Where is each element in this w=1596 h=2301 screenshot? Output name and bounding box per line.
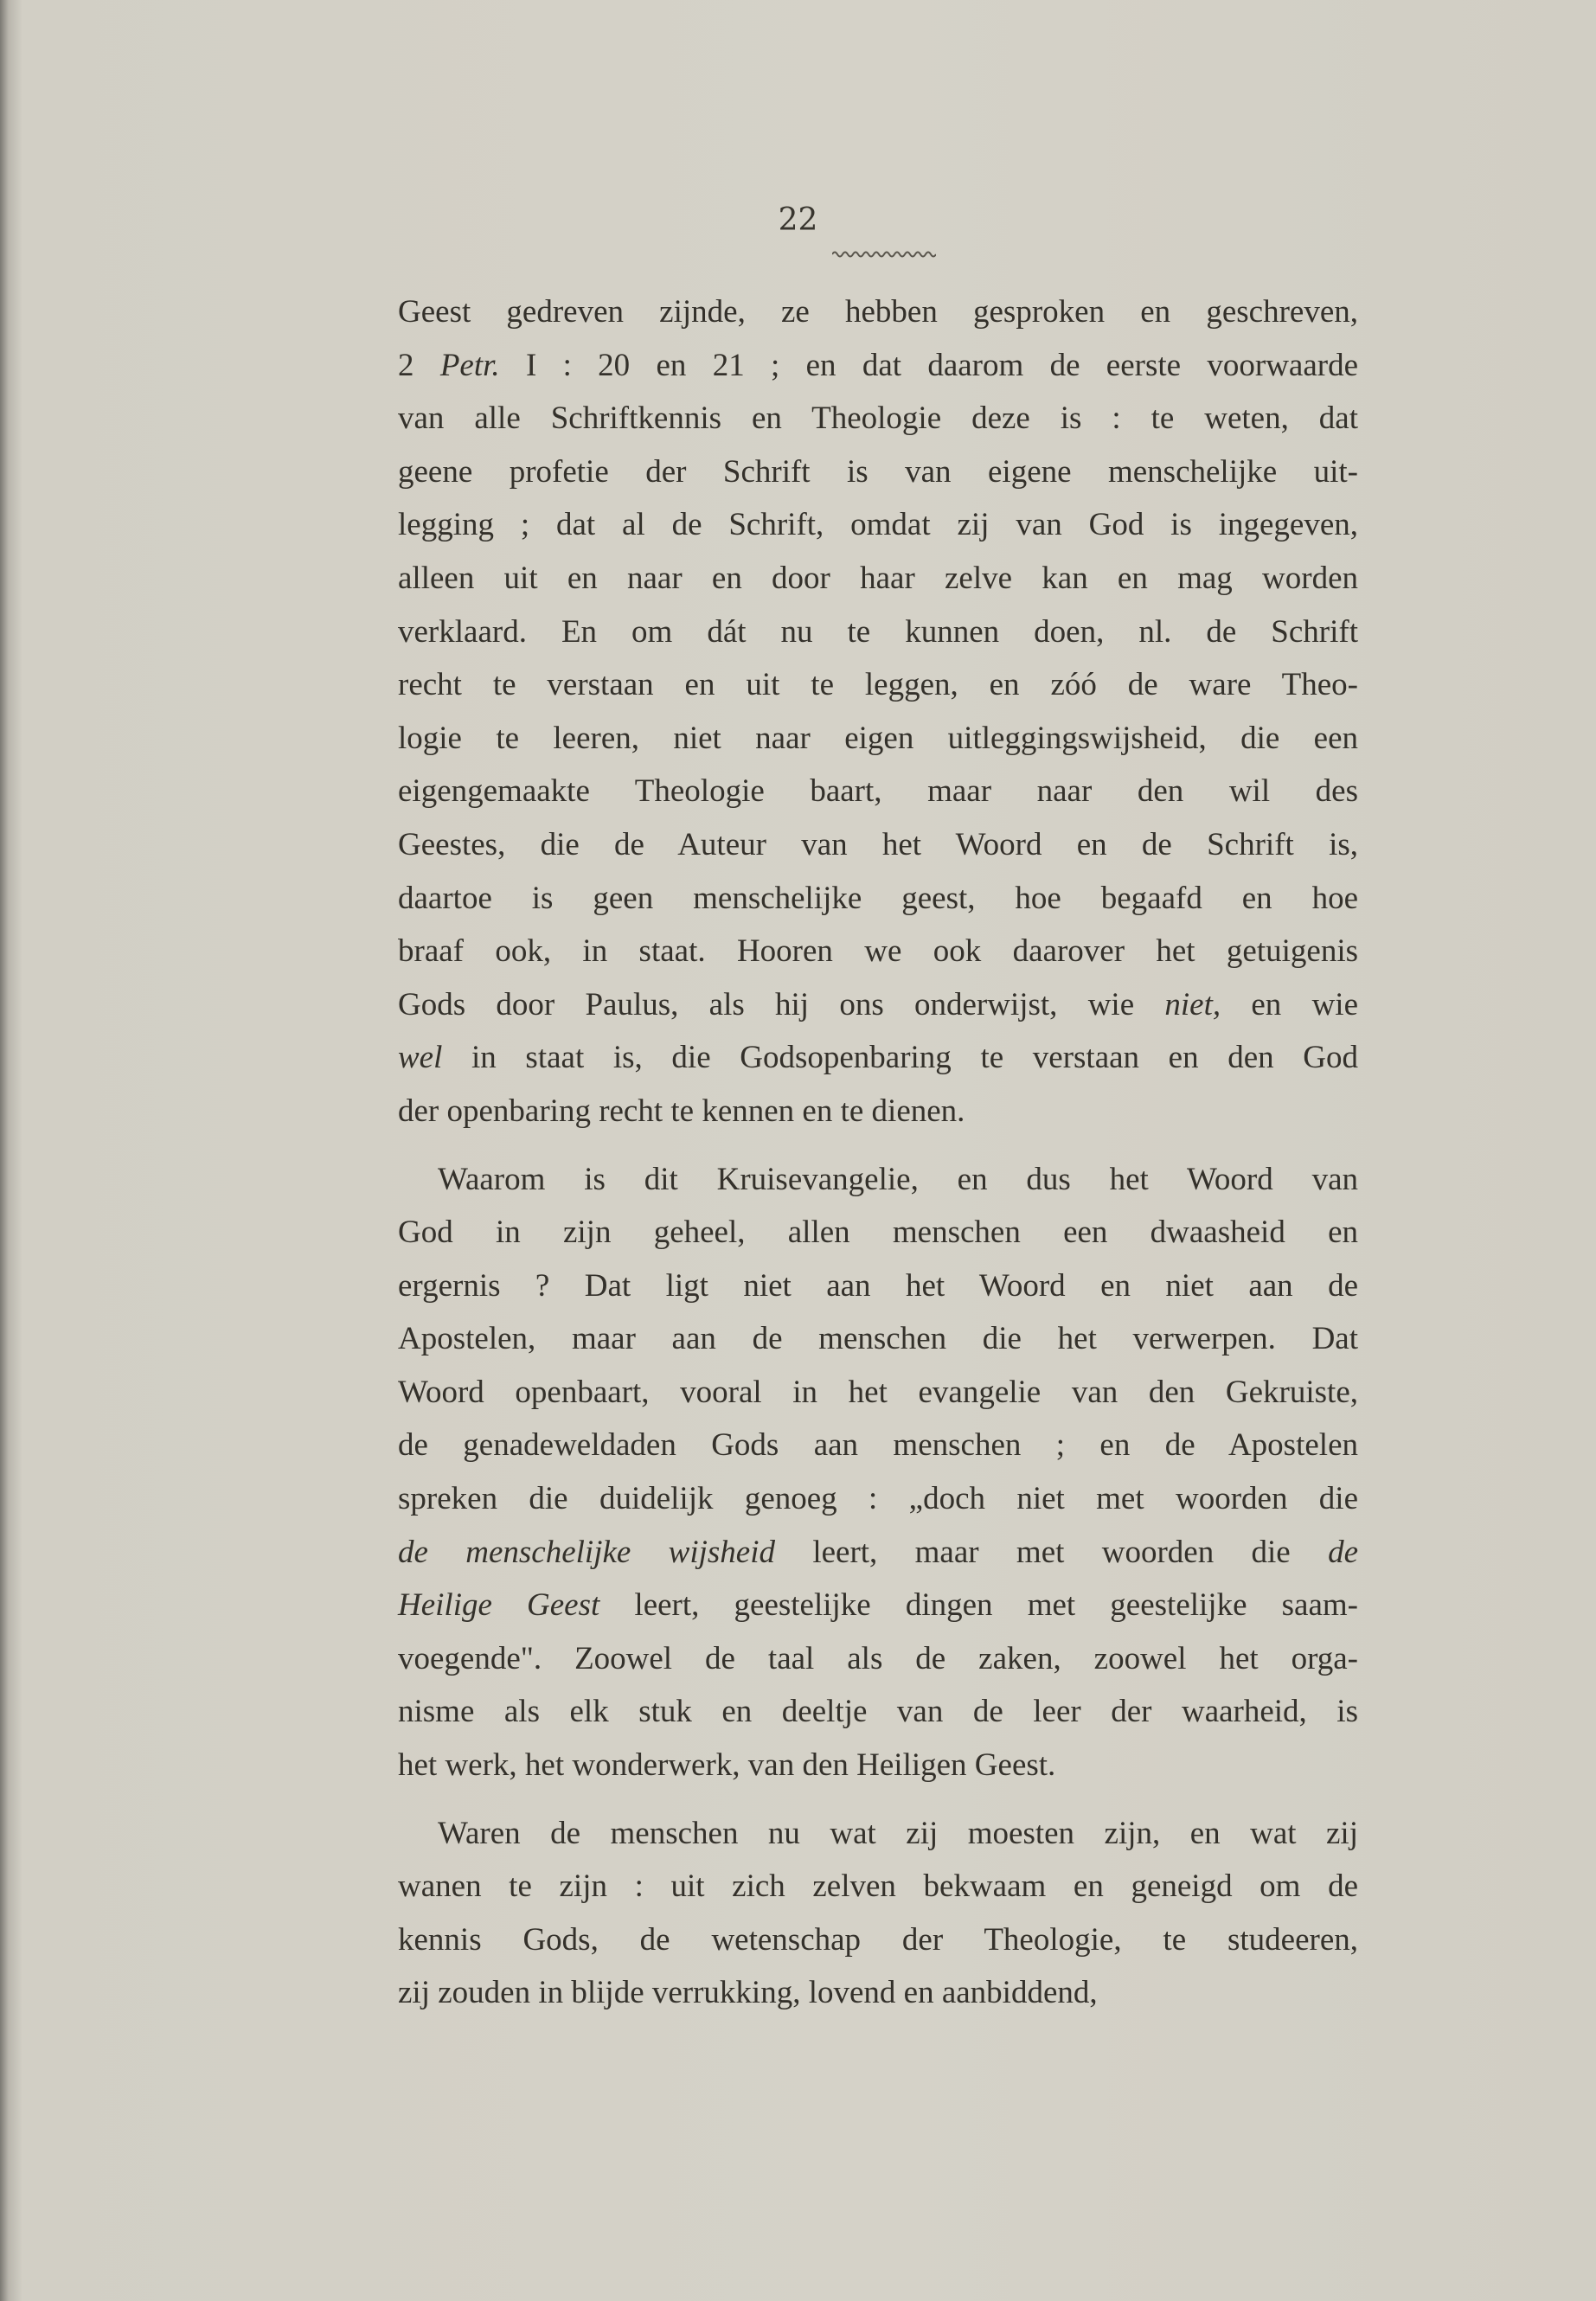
text-run: leert, geestelijke dingen met geestelijke saam- <box>599 1587 1358 1624</box>
text-line <box>398 1913 1358 1967</box>
text-run: Waarom is dit Kruisevangelie, en dus het Woord van <box>438 1161 1358 1197</box>
text-run: en wie <box>1221 986 1358 1022</box>
italic-text-run: Heilige Geest <box>398 1587 600 1624</box>
text-run: spreken die duidelijk genoeg : „doch niet met woorden die <box>398 1481 1358 1517</box>
text-run: alleen uit en naar en door haar zelve kan en mag worden <box>398 560 1358 596</box>
text-line <box>398 1966 1358 2020</box>
text-line <box>398 1526 1358 1580</box>
paragraph <box>398 1807 1358 2020</box>
paragraph-gap <box>398 1792 1358 1807</box>
text-run: Apostelen, maar aan de menschen die het verwerpen. Dat <box>398 1321 1358 1357</box>
text-line <box>398 1312 1358 1366</box>
text-run: de genadeweldaden Gods aan menschen ; en de Apostelen <box>398 1427 1358 1464</box>
text-run: braaf ook, in staat. Hooren we ook daarover het getuigenis <box>398 933 1358 970</box>
text-line <box>398 1085 1358 1138</box>
text-line <box>398 606 1358 659</box>
italic-text-run: de menschelijke wijsheid <box>398 1534 775 1570</box>
italic-text-run: Petr. <box>439 347 500 383</box>
body-text <box>398 285 1358 2020</box>
text-run: van alle Schriftkennis en Theologie deze is : te weten, dat <box>398 401 1358 437</box>
text-line <box>398 1860 1358 1913</box>
paragraph <box>398 285 1358 1138</box>
text-line <box>398 1153 1358 1207</box>
text-run: het werk, het wonderwerk, van den Heiligen Geest. <box>398 1747 1056 1784</box>
text-run: der openbaring recht te kennen en te dienen. <box>398 1093 965 1129</box>
text-line <box>398 765 1358 818</box>
text-run: kennis Gods, de wetenschap der Theologie, te studeeren, <box>398 1921 1358 1958</box>
italic-text-run: de <box>1328 1534 1358 1570</box>
page-number: 22 <box>778 202 818 238</box>
text-run: Geestes, die de Auteur van het Woord en de Schrift is, <box>398 826 1358 862</box>
text-run: recht te verstaan en uit te leggen, en zóó de ware Theo- <box>398 667 1358 703</box>
text-line <box>398 552 1358 606</box>
text-run: Gods door Paulus, als hij ons onderwijst, wie <box>398 986 1165 1022</box>
text-run: ergernis ? Dat ligt niet aan het Woord en niet aan de <box>398 1267 1358 1304</box>
text-line <box>398 1685 1358 1739</box>
text-line <box>398 285 1358 339</box>
page-number-ornament <box>832 249 936 260</box>
text-run: daartoe is geen menschelijke geest, hoe begaafd en hoe <box>398 880 1358 916</box>
text-line <box>398 1807 1358 1861</box>
italic-text-run: wel <box>398 1040 443 1076</box>
text-run: legging ; dat al de Schrift, omdat zij van God is ingegeven, <box>398 507 1358 543</box>
text-line <box>398 658 1358 712</box>
text-line <box>398 872 1358 926</box>
text-run: zij zouden in blijde verrukking, lovend en aanbiddend, <box>398 1975 1098 2011</box>
text-run: leert, maar met woorden die <box>775 1534 1329 1570</box>
text-run: logie te leeren, niet naar eigen uitleggingswijsheid, die een <box>398 720 1358 756</box>
italic-text-run: niet, <box>1164 986 1221 1022</box>
text-run: voegende". Zoowel de taal als de zaken, zoowel het orga- <box>398 1640 1358 1676</box>
text-line <box>398 978 1358 1032</box>
text-run: in staat is, die Godsopenbaring te verstaan en den God <box>442 1040 1358 1076</box>
text-line <box>398 339 1358 393</box>
text-line <box>398 1739 1358 1792</box>
text-run: God in zijn geheel, allen menschen een dwaasheid en <box>398 1215 1358 1251</box>
text-run: geene profetie der Schrift is van eigene menschelijke uit- <box>398 453 1358 490</box>
paragraph <box>398 1153 1358 1792</box>
text-line <box>398 1259 1358 1313</box>
text-line <box>398 1419 1358 1472</box>
text-run: verklaard. En om dát nu te kunnen doen, nl. de Schrift <box>398 613 1358 650</box>
text-run: eigengemaakte Theologie baart, maar naar den wil des <box>398 773 1358 810</box>
text-line <box>398 392 1358 445</box>
text-run: wanen te zijn : uit zich zelven bekwaam en geneigd om de <box>398 1868 1358 1905</box>
text-line <box>398 445 1358 499</box>
text-run: nisme als elk stuk en deeltje van de leer der waarheid, is <box>398 1694 1358 1730</box>
text-line <box>398 925 1358 978</box>
text-line <box>398 1206 1358 1259</box>
text-line <box>398 498 1358 552</box>
text-line <box>398 1472 1358 1526</box>
paragraph-gap <box>398 1138 1358 1153</box>
text-run: I : 20 en 21 ; en dat daarom de eerste voorwaarde <box>499 347 1358 383</box>
text-line <box>398 1031 1358 1085</box>
text-run: Woord openbaart, vooral in het evangelie van den Gekruiste, <box>398 1374 1358 1410</box>
text-line <box>398 818 1358 872</box>
text-line <box>398 1366 1358 1420</box>
text-line <box>398 1579 1358 1632</box>
text-line <box>398 712 1358 766</box>
text-run: 2 <box>398 347 440 383</box>
text-run: Waren de menschen nu wat zij moesten zijn, en wat zij <box>438 1815 1358 1851</box>
text-run: Geest gedreven zijnde, ze hebben gesproken en geschreven, <box>398 294 1358 330</box>
text-line <box>398 1632 1358 1686</box>
